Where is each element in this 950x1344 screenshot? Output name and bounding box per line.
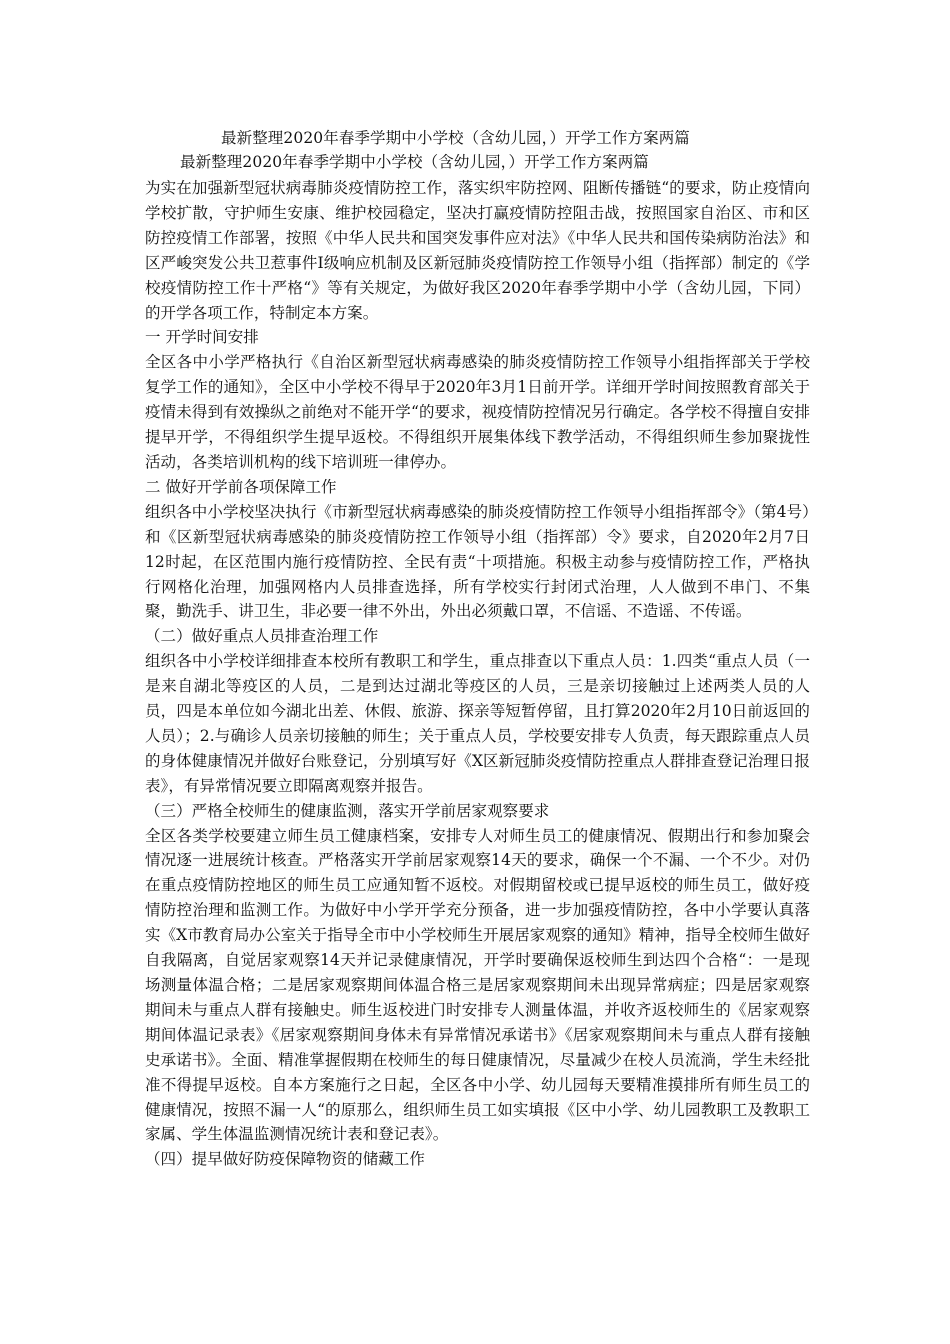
section-heading-2: 二 做好开学前各项保障工作 [145, 477, 337, 496]
subsection-heading-4: （四）提早做好防疫保障物资的储藏工作 [145, 1150, 425, 1169]
document-body [145, 176, 810, 1172]
section-2-paragraph: 组织各中小学校坚决执行《市新型冠状病毒感染的肺炎疫情防控工作领导小组指挥部令》（第4号）和《区新型冠状病毒感染的肺炎疫情防控工作领导小组（指挥部）令》要求，自2020年2月7日12时起，在区范围内施行疫情防控、全民有责“十项措施。积极主动参与疫情防控工作，严格执行网格化治理，加强网格内人员排查选择，所有学校实行封闭式治理，人人做到不串门、不集聚，勤洗手、讲卫生，非必要一律不外出，外出必须戴口罩，不信谣、不造谣、不传谣。 [145, 502, 810, 621]
subsection-heading-3: （三）严格全校师生的健康监测，落实开学前居家观察要求 [145, 801, 550, 820]
document-title: 最新整理2020年春季学期中小学校（含幼儿园，）开学工作方案两篇 [221, 129, 690, 147]
document-subtitle: 最新整理2020年春季学期中小学校（含幼儿园，）开学工作方案两篇 [180, 153, 649, 171]
section-heading-1: 一 开学时间安排 [145, 328, 259, 347]
intro-paragraph: 为实在加强新型冠状病毒肺炎疫情防控工作，落实织牢防控网、阻断传播链“的要求，防止疫情向学校扩散，守护师生安康、维护校园稳定，坚决打赢疫情防控阻击战，按照国家自治区、市和区防控疫情工作部署，按照《中华人民共和国突发事件应对法》《中华人民共和国传染病防治法》和区严峻突发公共卫惹事件Ⅰ级响应机制及区新冠肺炎疫情防控工作领导小组（指挥部）制定的《学校疫情防控工作十严格“》等有关规定，为做好我区2020年春季学期中小学（含幼儿园，下同）的开学各项工作，特制定本方案。 [145, 179, 810, 322]
section-1-paragraph: 全区各中小学严格执行《自治区新型冠状病毒感染的肺炎疫情防控工作领导小组指挥部关于学校复学工作的通知》，全区中小学校不得早于2020年3月1日前开学。详细开学时间按照教育部关于疫情未得到有效操纵之前绝对不能开学“的要求，视疫情防控情况另行确定。各学校不得擅自安排提早开学，不得组织学生提早返校。不得组织开展集体线下教学活动，不得组织师生参加聚拢性活动，各类培训机构的线下培训班一律停办。 [145, 353, 810, 471]
subsection-3-paragraph: 全区各类学校要建立师生员工健康档案，安排专人对师生员工的健康情况、假期出行和参加聚会情况逐一进展统计核查。严格落实开学前居家观察14天的要求，确保一个不漏、一个不少。对仍在重点疫情防控地区的师生员工应通知暂不返校。对假期留校或已提早返校的师生员工，做好疫情防控治理和监测工作。为做好中小学开学充分预备，进一步加强疫情防控，各中小学要认真落实《X市教育局办公室关于指导全市中小学校师生开展居家观察的通知》精神，指导全校师生做好自我隔离，自觉居家观察14天并记录健康情况，开学时要确保返校师生到达四个合格“：一是现场测量体温合格；二是居家观察期间体温合格三是居家观察期间未出现异常病症；四是居家观察期间未与重点人群有接触史。师生返校进门时安排专人测量体温，并收齐返校师生的《居家观察期间体温记录表》《居家观察期间身体未有异常情况承诺书》《居家观察期间未与重点人群有接触史承诺书》。全面、精准掌握假期在校师生的每日健康情况，尽量减少在校人员流淌，学生未经批准不得提早返校。自本方案施行之日起，全区各中小学、幼儿园每天要精准摸排所有师生员工的健康情况，按照不漏一人“的原那么，组织师生员工如实填报《区中小学、幼儿园教职工及教职工家属、学生体温监测情况统计表和登记表》。 [145, 826, 810, 1144]
subsection-2-paragraph: 组织各中小学校详细排查本校所有教职工和学生，重点排查以下重点人员：1.四类“重点人员（一是来自湖北等疫区的人员，二是到达过湖北等疫区的人员，三是亲切接触过上述两类人员的人员，四是本单位如今湖北出差、休假、旅游、探亲等短暂停留，且打算2020年2月10日前返回的人员）；2.与确诊人员亲切接触的师生；关于重点人员，学校要安排专人负责，每天跟踪重点人员的身体健康情况并做好台账登记，分别填写好《X区新冠肺炎疫情防控重点人群排查登记治理日报表》，有异常情况要立即隔离观察并报告。 [145, 652, 810, 795]
subsection-heading-2: （二）做好重点人员排查治理工作 [145, 627, 379, 646]
